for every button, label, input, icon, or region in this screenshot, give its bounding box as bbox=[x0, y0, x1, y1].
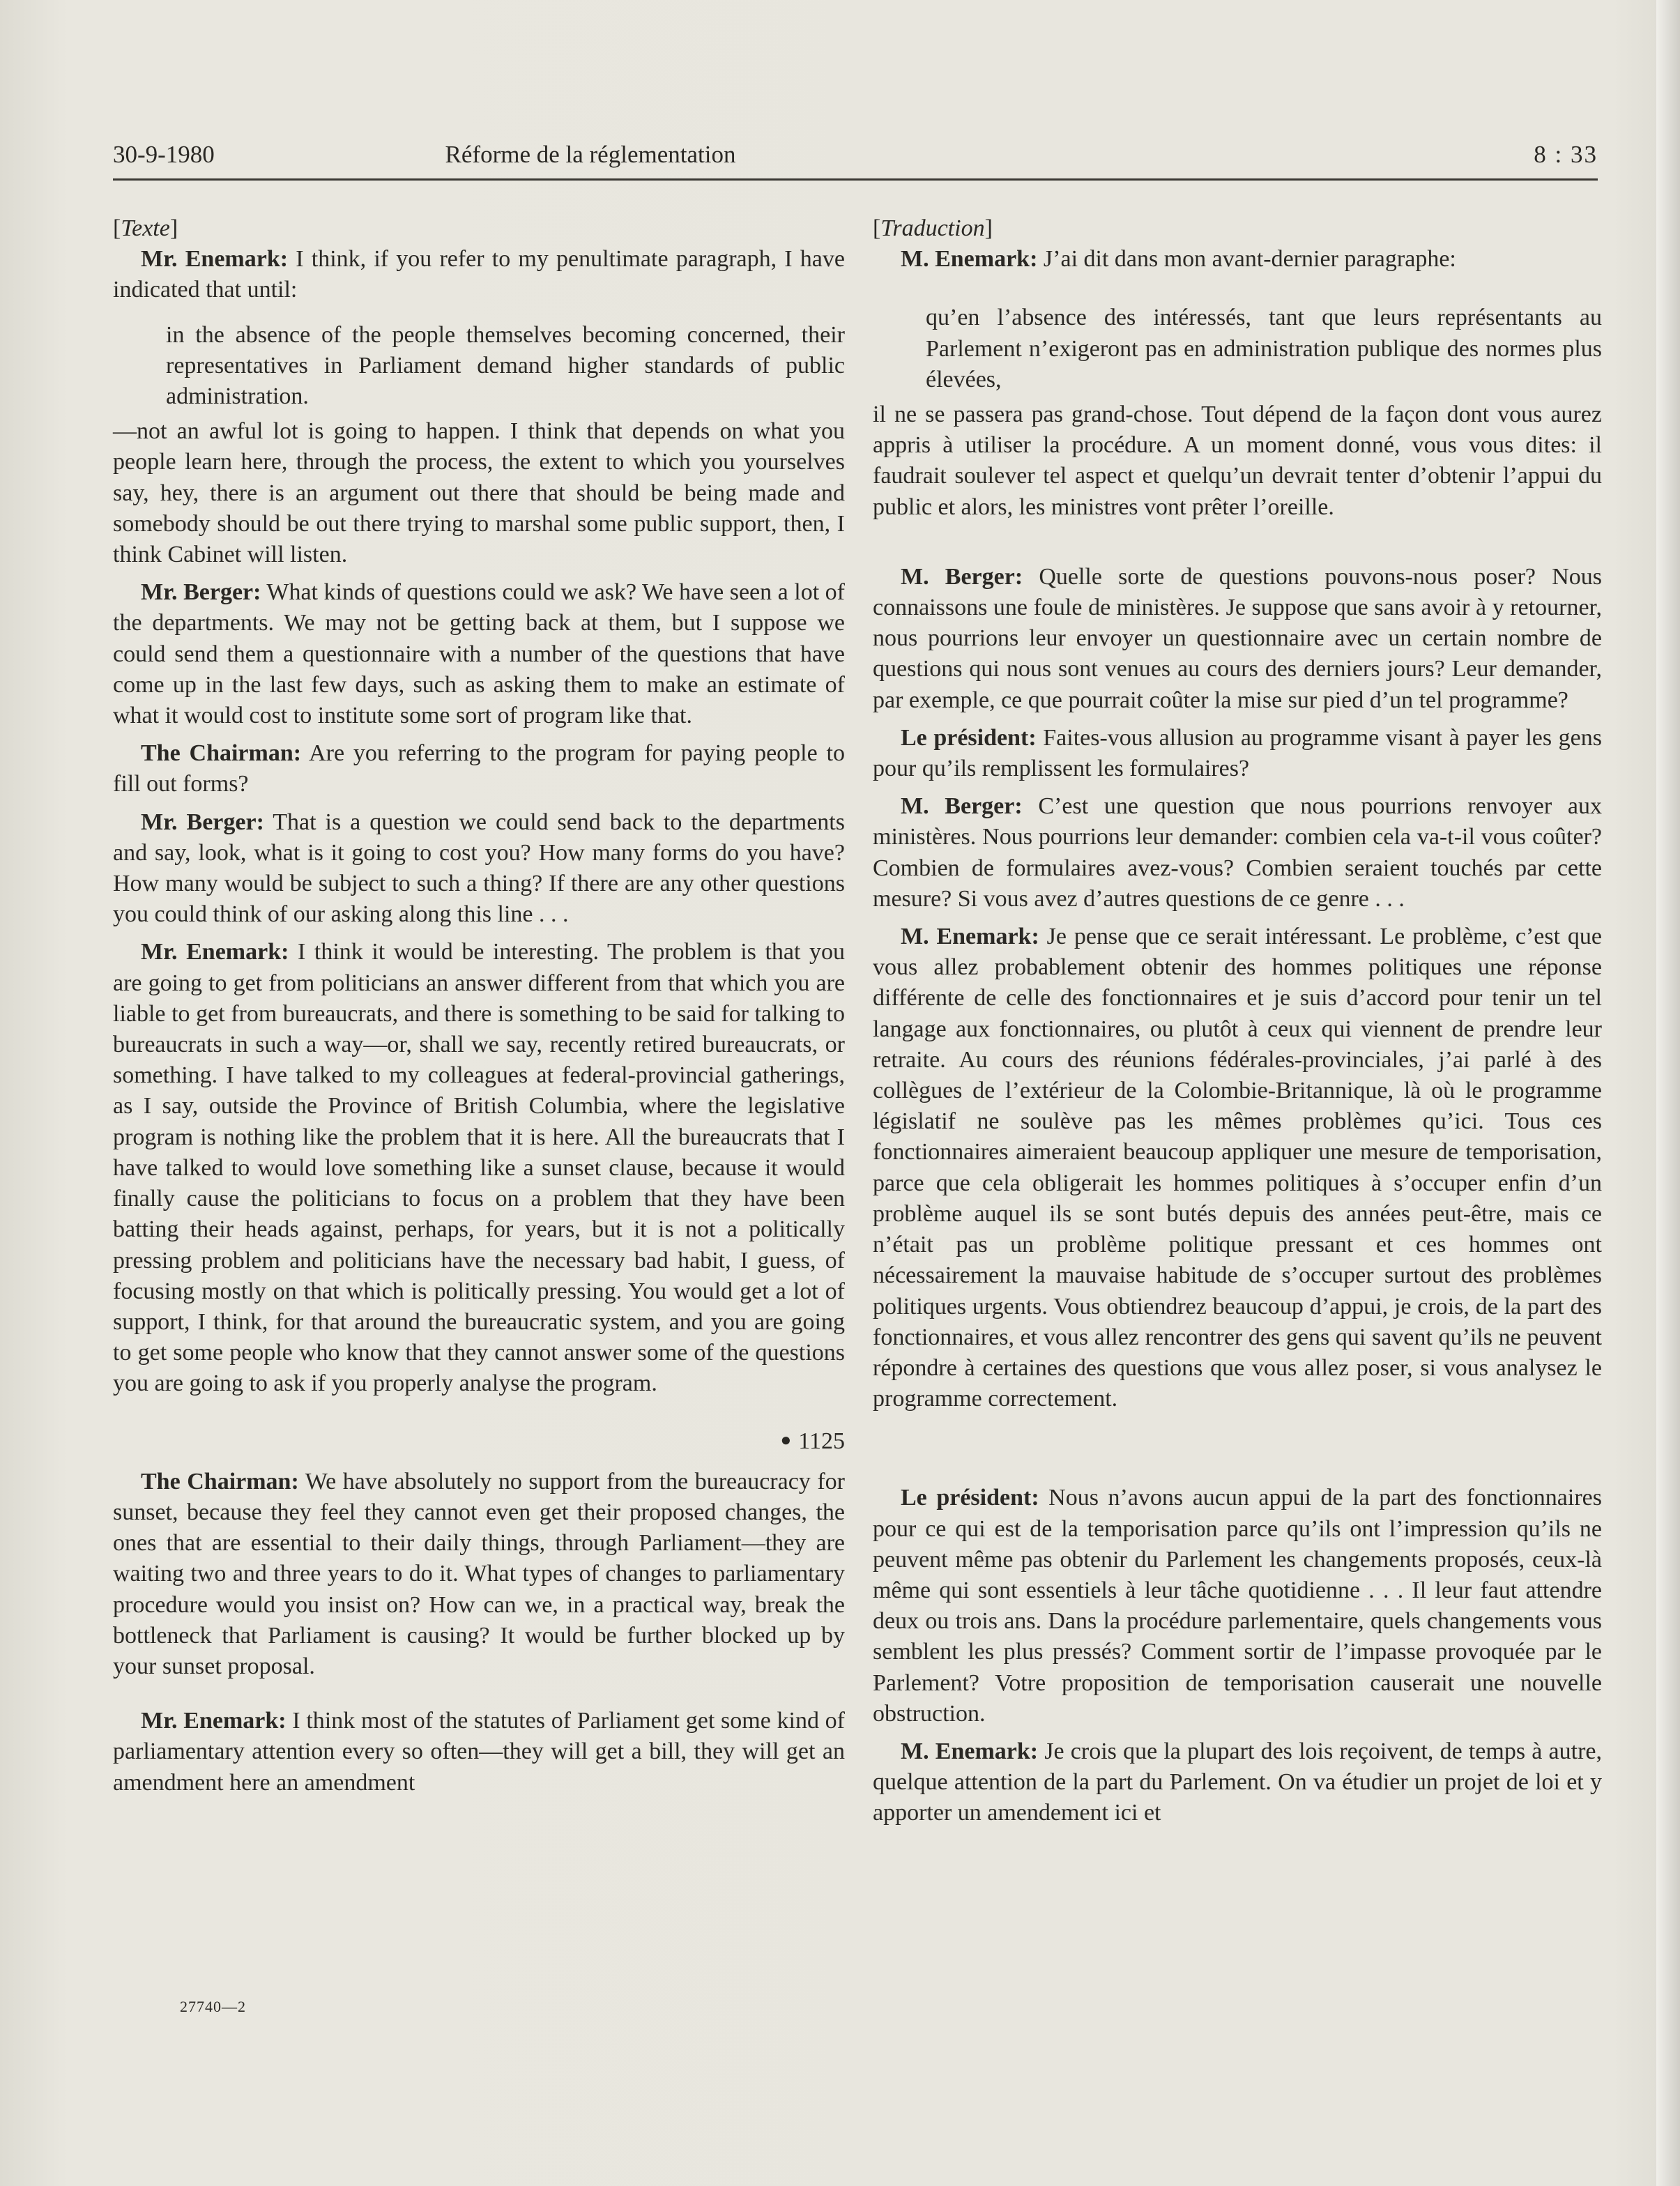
header-title: Réforme de la réglementation bbox=[445, 141, 736, 168]
speaker-name: Le président: bbox=[901, 724, 1037, 751]
paragraph: Le président: Nous n’avons aucun appui de la part des fonctionnaires pour ce qui est de la temporisation parce qu’ils ont l’impression qu’ils ne peuvent même pas obtenir du Parlement les changements proposés, ceux-là même qui sont essentiels à leur tâche quotidienne . . . Il leur faut attendre deux ou trois ans. Dans la procédure parlementaire, quels changements vous semblent les plus pressés? Comment sortir de l’impasse provoquée par le Parlement? Votre proposition de temporisation causerait une nouvelle obstruction. bbox=[873, 1485, 1602, 1727]
speaker-name: M. Enemark: bbox=[901, 1738, 1039, 1764]
paragraph: M. Enemark: J’ai dit dans mon avant-dernier paragraphe: bbox=[901, 246, 1456, 273]
speaker-name: M. Enemark: bbox=[901, 924, 1039, 950]
column-label: [Traduction] bbox=[873, 215, 993, 241]
paragraph: Mr. Enemark: I think most of the statutes of Parliament get some kind of parliamentary attention every so often—they will get a bill, they will get an amendment here an amendment bbox=[113, 1708, 845, 1796]
speaker-name: Mr. Enemark: bbox=[141, 1708, 287, 1734]
paragraph: Mr. Berger: That is a question we could send back to the departments and say, look, what is it going to cost you? How many forms do you have? How many would be subject to such a thing? If there are any other questions you could think of our asking along this line . . . bbox=[113, 809, 845, 928]
speaker-name: Mr. Enemark: bbox=[141, 939, 289, 965]
paragraph: The Chairman: Are you referring to the program for paying people to fill out forms? bbox=[113, 740, 846, 797]
running-header bbox=[113, 139, 1598, 174]
paragraph: Mr. Enemark: I think it would be interesting. The problem is that you are going to get from politicians an answer different from that which you are liable to get from bureaucrats, and there is something to be said for talking to bureaucrats in such a way—or, shall we say, recently retired bureaucrats, or something. I have talked to my colleagues at federal-provincial gatherings, as I say, outside the Province of British Columbia, where the legislative program is nothing like the problem that it is here. All the bureaucrats that I have talked to would love something like a sunset clause, because it would finally cause the politicians to focus on a problem that they have been batting their heads against, perhaps, for years, but it is not a politically pressing problem and politicians have the necessary bad habit, I guess, of focusing mostly on that which is politically pressing. You would get a lot of support, I think, for that around the bureaucratic system, and you are going to get some people who know that they cannot answer some of the questions you are going to ask if you properly analyse the program. bbox=[113, 939, 845, 1397]
speaker-name: Mr. Enemark: bbox=[141, 246, 289, 273]
paragraph: —not an awful lot is going to happen. I think that depends on what you people learn here, through the process, the extent to which you yourselves say, hey, there is an argument out there that should be being made and somebody should be out there trying to marshal some public support, then, I think Cabinet will listen. bbox=[113, 418, 845, 568]
quotation: in the absence of the people themselves becoming concerned, their representatives in Parliament demand higher standards of public administration. bbox=[166, 321, 845, 410]
french-column bbox=[873, 213, 1602, 1829]
page-edge bbox=[1656, 0, 1680, 2186]
paragraph: il ne se passera pas grand-chose. Tout dépend de la façon dont vous aurez appris à utiliser la procédure. A un moment donné, vous vous dites: il faudrait soulever tel aspect et quelqu’un devrait tenter d’obtenir l’appui du public et alors, les ministres vont prêter l’oreille. bbox=[873, 402, 1602, 520]
speaker-name: The Chairman: bbox=[141, 1468, 299, 1495]
speaker-name: Mr. Berger: bbox=[141, 579, 261, 606]
paragraph: M. Enemark: Je crois que la plupart des lois reçoivent, de temps à autre, quelque attention de la part du Parlement. On va étudier un projet de loi et y apporter un amendement ici et bbox=[873, 1738, 1602, 1826]
english-column bbox=[113, 213, 845, 1798]
quotation: qu’en l’absence des intéressés, tant que leurs représentants au Parlement n’exigeront pas en administration publique des normes plus élevées, bbox=[926, 305, 1602, 392]
header-rule bbox=[113, 178, 1598, 181]
speaker-name: M. Berger: bbox=[901, 563, 1023, 590]
paragraph: M. Berger: Quelle sorte de questions pouvons-nous poser? Nous connaissons une foule de ministères. Je suppose que sans avoir à y retourner, nous pourrions leur envoyer un questionnaire avec un certain nombre de questions qui nous sont venues au cours des derniers jours? Leur demander, par exemple, ce que pourrait coûter la mise sur pied d’un tel programme? bbox=[873, 563, 1602, 713]
footer-code: 27740—2 bbox=[180, 1998, 246, 2015]
speaker-name: M. Enemark: bbox=[901, 246, 1038, 273]
paragraph: The Chairman: We have absolutely no support from the bureaucracy for sunset, because they feel they cannot even get their proposed changes, the ones that are essential to their daily things, through Parliament—they are waiting two and three years to do it. What types of changes to parliamentary procedure would you insist on? How can we, in a practical way, break the bottleneck that Parliament is causing? It would be further blocked up by your sunset proposal. bbox=[113, 1468, 845, 1679]
header-page-number: 8 : 33 bbox=[1534, 141, 1598, 168]
time-marker: ● 1125 bbox=[780, 1428, 845, 1454]
speaker-name: M. Berger: bbox=[901, 793, 1023, 820]
speaker-name: Le président: bbox=[901, 1485, 1039, 1511]
paragraph: M. Berger: C’est une question que nous pourrions renvoyer aux ministères. Nous pourrions leur demander: combien cela va-t-il vous coûter? Combien de formulaires avez-vous? Combien seraient touchés par cette mesure? Si vous avez d’autres questions de ce genre . . . bbox=[873, 793, 1602, 912]
column-label: [Texte] bbox=[113, 215, 178, 241]
header-date: 30-9-1980 bbox=[113, 141, 215, 168]
paragraph: Mr. Berger: What kinds of questions could we ask? We have seen a lot of the departments. We may not be getting back at them, but I suppose we could send them a questionnaire with a number of the questions that have come up in the last few days, such as asking them to make an estimate of what it would cost to institute some sort of program like that. bbox=[113, 579, 845, 729]
paragraph: M. Enemark: Je pense que ce serait intéressant. Le problème, c’est que vous allez probablement obtenir des hommes politiques une réponse différente de celle des fonctionnaires et je suis d’accord pour tenir un tel langage aux fonctionnaires, ou plutôt à ceux qui viennent de prendre leur retraite. Au cours des réunions fédérales-provinciales, j’ai parlé à des collègues de l’extérieur de la Colombie-Britannique, là où le programme législatif ne soulève pas les mêmes problèmes qu’ici. Tous ces fonctionnaires aimeraient beaucoup appliquer une mesure de temporisation, parce que cela obligerait les hommes politiques à s’occuper enfin d’un problème auquel ils se sont butés depuis des années peut-être, mais ce n’était pas un problème politique pressant et ces hommes ont nécessairement la mauvaise habitude de s’occuper surtout des problèmes politiques urgents. Vous obtiendrez beaucoup d’appui, je crois, de la part des fonctionnaires, et vous allez rencontrer des gens qui savent qu’ils ne peuvent répondre à certaines des questions que vous allez poser, si vous analysez le programme correctement. bbox=[873, 924, 1602, 1412]
speaker-name: The Chairman: bbox=[141, 740, 302, 767]
bullet-icon: ● bbox=[780, 1429, 792, 1450]
paragraph: Mr. Enemark: I think, if you refer to my penultimate paragraph, I have indicated that until: bbox=[113, 246, 845, 303]
paragraph: Le président: Faites-vous allusion au programme visant à payer les gens pour qu’ils remplissent les formulaires? bbox=[873, 724, 1603, 782]
speaker-name: Mr. Berger: bbox=[141, 809, 264, 835]
